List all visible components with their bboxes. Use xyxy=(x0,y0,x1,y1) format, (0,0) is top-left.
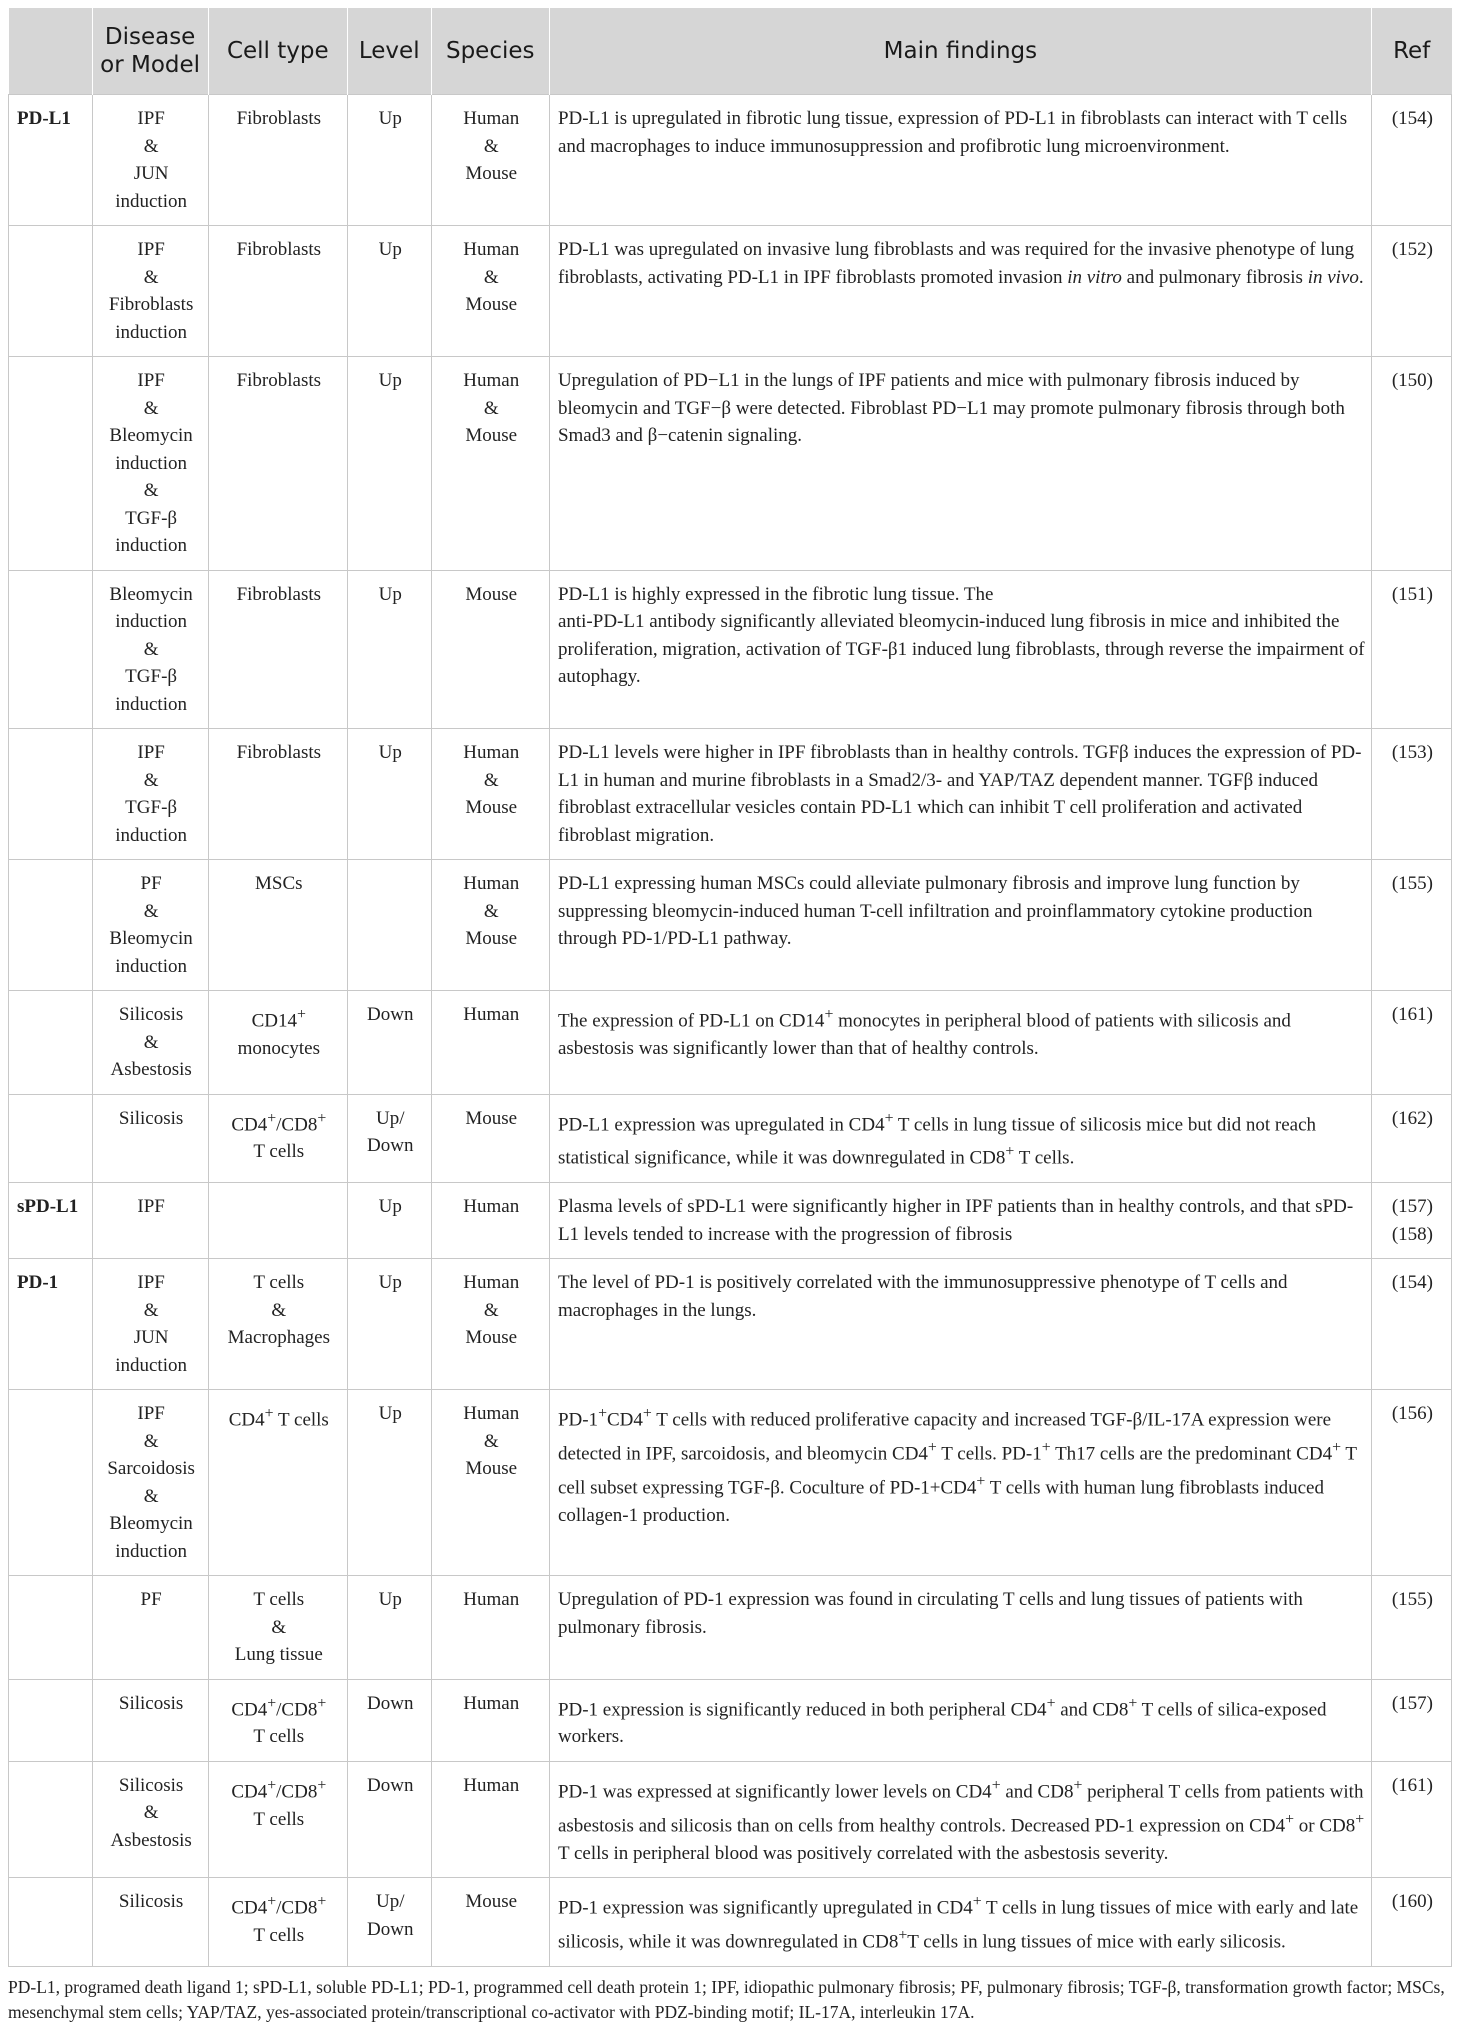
row-ref: (155) xyxy=(1371,1576,1451,1680)
row-species: Human & Mouse xyxy=(431,1390,549,1576)
row-ref: (161) xyxy=(1371,991,1451,1095)
row-group xyxy=(9,1576,93,1680)
row-ref: (160) xyxy=(1371,1878,1451,1967)
row-main-findings: Upregulation of PD−L1 in the lungs of IPF patients and mice with pulmonary fibrosis induced by bleomycin and TGF−β were detected. Fibroblast PD−L1 may promote pulmonary fibrosis through both Smad3 and β−catenin signaling. xyxy=(549,357,1371,571)
table-row xyxy=(9,357,1452,571)
header-disease: Disease or Model xyxy=(92,8,208,95)
row-main-findings: PD-1+CD4+ T cells with reduced proliferative capacity and increased TGF-β/IL-17A expression were detected in IPF, sarcoidosis, and bleomycin CD4+ T cells. PD-1+ Th17 cells are the predominant CD4+ T cell subset expressing TGF-β. Coculture of PD-1+CD4+ T cells with human lung fibroblasts induced collagen-1 production. xyxy=(549,1390,1371,1576)
row-group xyxy=(9,570,93,729)
row-level: Up xyxy=(347,1183,431,1259)
header-row xyxy=(9,8,1452,95)
row-group: PD-1 xyxy=(9,1259,93,1390)
row-species: Mouse xyxy=(431,1094,549,1183)
row-disease: IPF & JUN induction xyxy=(92,95,208,226)
row-group xyxy=(9,357,93,571)
row-cell-type: CD4+/CD8+ T cells xyxy=(208,1679,347,1761)
row-group xyxy=(9,1094,93,1183)
table-row xyxy=(9,226,1452,357)
row-main-findings: PD-L1 is upregulated in fibrotic lung tissue, expression of PD-L1 in fibroblasts can interact with T cells and macrophages to induce immunosuppression and profibrotic lung microenvironment. xyxy=(549,95,1371,226)
row-disease: IPF xyxy=(92,1183,208,1259)
row-cell-type: CD4+/CD8+ T cells xyxy=(208,1878,347,1967)
row-level: Up xyxy=(347,1576,431,1680)
row-disease: Silicosis & Asbestosis xyxy=(92,991,208,1095)
row-species: Mouse xyxy=(431,1878,549,1967)
row-cell-type: Fibroblasts xyxy=(208,226,347,357)
row-level: Up xyxy=(347,1390,431,1576)
row-disease: Silicosis xyxy=(92,1679,208,1761)
table-row xyxy=(9,1094,1452,1183)
row-ref: (151) xyxy=(1371,570,1451,729)
row-level xyxy=(347,860,431,991)
row-level: Down xyxy=(347,1761,431,1877)
row-ref: (154) xyxy=(1371,95,1451,226)
row-level: Down xyxy=(347,991,431,1095)
row-main-findings: The level of PD-1 is positively correlated with the immunosuppressive phenotype of T cells and macrophages in the lungs. xyxy=(549,1259,1371,1390)
row-level: Up/ Down xyxy=(347,1094,431,1183)
row-group xyxy=(9,729,93,860)
row-group: sPD-L1 xyxy=(9,1183,93,1259)
row-main-findings: PD-L1 was upregulated on invasive lung fibroblasts and was required for the invasive phenotype of lung fibroblasts, activating PD-L1 in IPF fibroblasts promoted invasion in vitro and pulmonary fibrosis in vivo. xyxy=(549,226,1371,357)
table-row xyxy=(9,570,1452,729)
header-species: Species xyxy=(431,8,549,95)
table-row xyxy=(9,1878,1452,1967)
row-group: PD-L1 xyxy=(9,95,93,226)
row-level: Up xyxy=(347,729,431,860)
row-level: Up xyxy=(347,357,431,571)
row-cell-type: CD4+ T cells xyxy=(208,1390,347,1576)
row-group xyxy=(9,1390,93,1576)
row-main-findings: PD-L1 levels were higher in IPF fibroblasts than in healthy controls. TGFβ induces the expression of PD-L1 in human and murine fibroblasts in a Smad2/3- and YAP/TAZ dependent manner. TGFβ induced fibroblast extracellular vesicles contain PD-L1 which can inhibit T cell proliferation and activated fibroblast migration. xyxy=(549,729,1371,860)
row-ref: (157) (158) xyxy=(1371,1183,1451,1259)
row-level: Up xyxy=(347,95,431,226)
row-level: Down xyxy=(347,1679,431,1761)
table-container xyxy=(8,8,1452,2025)
row-main-findings: PD-1 expression is significantly reduced in both peripheral CD4+ and CD8+ T cells of silica-exposed workers. xyxy=(549,1679,1371,1761)
row-ref: (162) xyxy=(1371,1094,1451,1183)
row-group xyxy=(9,991,93,1095)
table-row xyxy=(9,991,1452,1095)
row-group xyxy=(9,1679,93,1761)
row-species: Human xyxy=(431,991,549,1095)
row-ref: (150) xyxy=(1371,357,1451,571)
row-species: Human & Mouse xyxy=(431,95,549,226)
row-cell-type: Fibroblasts xyxy=(208,357,347,571)
table-row xyxy=(9,1183,1452,1259)
table-row xyxy=(9,1679,1452,1761)
row-group xyxy=(9,226,93,357)
header-cell-type: Cell type xyxy=(208,8,347,95)
row-ref: (155) xyxy=(1371,860,1451,991)
table-row xyxy=(9,95,1452,226)
row-cell-type: Fibroblasts xyxy=(208,570,347,729)
row-species: Human & Mouse xyxy=(431,357,549,571)
row-disease: PF xyxy=(92,1576,208,1680)
table-body xyxy=(9,95,1452,1967)
header-group xyxy=(9,8,93,95)
table-row xyxy=(9,1576,1452,1680)
findings-table xyxy=(8,8,1452,1967)
row-cell-type: T cells & Lung tissue xyxy=(208,1576,347,1680)
row-cell-type xyxy=(208,1183,347,1259)
row-cell-type: MSCs xyxy=(208,860,347,991)
row-level: Up xyxy=(347,1259,431,1390)
row-group xyxy=(9,1761,93,1877)
row-species: Human xyxy=(431,1679,549,1761)
row-cell-type: Fibroblasts xyxy=(208,95,347,226)
row-disease: Silicosis & Asbestosis xyxy=(92,1761,208,1877)
row-species: Human xyxy=(431,1761,549,1877)
row-ref: (153) xyxy=(1371,729,1451,860)
row-species: Human xyxy=(431,1576,549,1680)
row-main-findings: Plasma levels of sPD-L1 were significantly higher in IPF patients than in healthy controls, and that sPD-L1 levels tended to increase with the progression of fibrosis xyxy=(549,1183,1371,1259)
row-main-findings: PD-1 was expressed at significantly lower levels on CD4+ and CD8+ peripheral T cells from patients with asbestosis and silicosis than on cells from healthy controls. Decreased PD-1 expression on CD4+ or CD8+ T cells in peripheral blood was positively correlated with the asbestosis severity. xyxy=(549,1761,1371,1877)
row-level: Up/ Down xyxy=(347,1878,431,1967)
row-disease: IPF & Fibroblasts induction xyxy=(92,226,208,357)
table-row xyxy=(9,1390,1452,1576)
row-disease: IPF & JUN induction xyxy=(92,1259,208,1390)
row-disease: Silicosis xyxy=(92,1094,208,1183)
row-main-findings: Upregulation of PD-1 expression was found in circulating T cells and lung tissues of patients with pulmonary fibrosis. xyxy=(549,1576,1371,1680)
row-ref: (161) xyxy=(1371,1761,1451,1877)
row-disease: PF & Bleomycin induction xyxy=(92,860,208,991)
row-ref: (154) xyxy=(1371,1259,1451,1390)
row-species: Human & Mouse xyxy=(431,226,549,357)
row-cell-type: CD4+/CD8+ T cells xyxy=(208,1094,347,1183)
row-species: Mouse xyxy=(431,570,549,729)
row-group xyxy=(9,860,93,991)
row-ref: (157) xyxy=(1371,1679,1451,1761)
table-row xyxy=(9,1761,1452,1877)
row-main-findings: The expression of PD-L1 on CD14+ monocytes in peripheral blood of patients with silicosis and asbestosis was significantly lower than that of healthy controls. xyxy=(549,991,1371,1095)
header-main-findings: Main findings xyxy=(549,8,1371,95)
row-disease: Silicosis xyxy=(92,1878,208,1967)
row-group xyxy=(9,1878,93,1967)
row-disease: IPF & Sarcoidosis & Bleomycin induction xyxy=(92,1390,208,1576)
table-row xyxy=(9,860,1452,991)
row-species: Human & Mouse xyxy=(431,729,549,860)
table-footnote: PD-L1, programed death ligand 1; sPD-L1, soluble PD-L1; PD-1, programmed cell death protein 1; IPF, idiopathic pulmonary fibrosis; PF, pulmonary fibrosis; TGF-β, transformation growth factor; MSCs, mesenchymal stem cells; YAP/TAZ, yes-associated protein/transcriptional co-activator with PDZ-binding motif; IL-17A, interleukin 17A. xyxy=(8,1976,1445,2022)
row-cell-type: Fibroblasts xyxy=(208,729,347,860)
row-main-findings: PD-1 expression was significantly upregulated in CD4+ T cells in lung tissues of mice with early and late silicosis, while it was downregulated in CD8+T cells in lung tissues of mice with early silicosis. xyxy=(549,1878,1371,1967)
row-ref: (156) xyxy=(1371,1390,1451,1576)
row-cell-type: CD4+/CD8+ T cells xyxy=(208,1761,347,1877)
row-level: Up xyxy=(347,226,431,357)
row-disease: IPF & Bleomycin induction & TGF-β induction xyxy=(92,357,208,571)
table-row xyxy=(9,1259,1452,1390)
row-species: Human & Mouse xyxy=(431,860,549,991)
table-row xyxy=(9,729,1452,860)
row-ref: (152) xyxy=(1371,226,1451,357)
row-main-findings: PD-L1 expression was upregulated in CD4+ T cells in lung tissue of silicosis mice but did not reach statistical significance, while it was downregulated in CD8+ T cells. xyxy=(549,1094,1371,1183)
row-cell-type: CD14+ monocytes xyxy=(208,991,347,1095)
row-cell-type: T cells & Macrophages xyxy=(208,1259,347,1390)
row-disease: IPF & TGF-β induction xyxy=(92,729,208,860)
header-level: Level xyxy=(347,8,431,95)
row-main-findings: PD-L1 is highly expressed in the fibrotic lung tissue. The anti-PD-L1 antibody significantly alleviated bleomycin-induced lung fibrosis in mice and inhibited the proliferation, migration, activation of TGF-β1 induced lung fibroblasts, through reverse the impairment of autophagy. xyxy=(549,570,1371,729)
row-level: Up xyxy=(347,570,431,729)
row-disease: Bleomycin induction & TGF-β induction xyxy=(92,570,208,729)
row-main-findings: PD-L1 expressing human MSCs could alleviate pulmonary fibrosis and improve lung function by suppressing bleomycin-induced human T-cell infiltration and proinflammatory cytokine production through PD-1/PD-L1 pathway. xyxy=(549,860,1371,991)
row-species: Human & Mouse xyxy=(431,1259,549,1390)
header-ref: Ref xyxy=(1371,8,1451,95)
row-species: Human xyxy=(431,1183,549,1259)
